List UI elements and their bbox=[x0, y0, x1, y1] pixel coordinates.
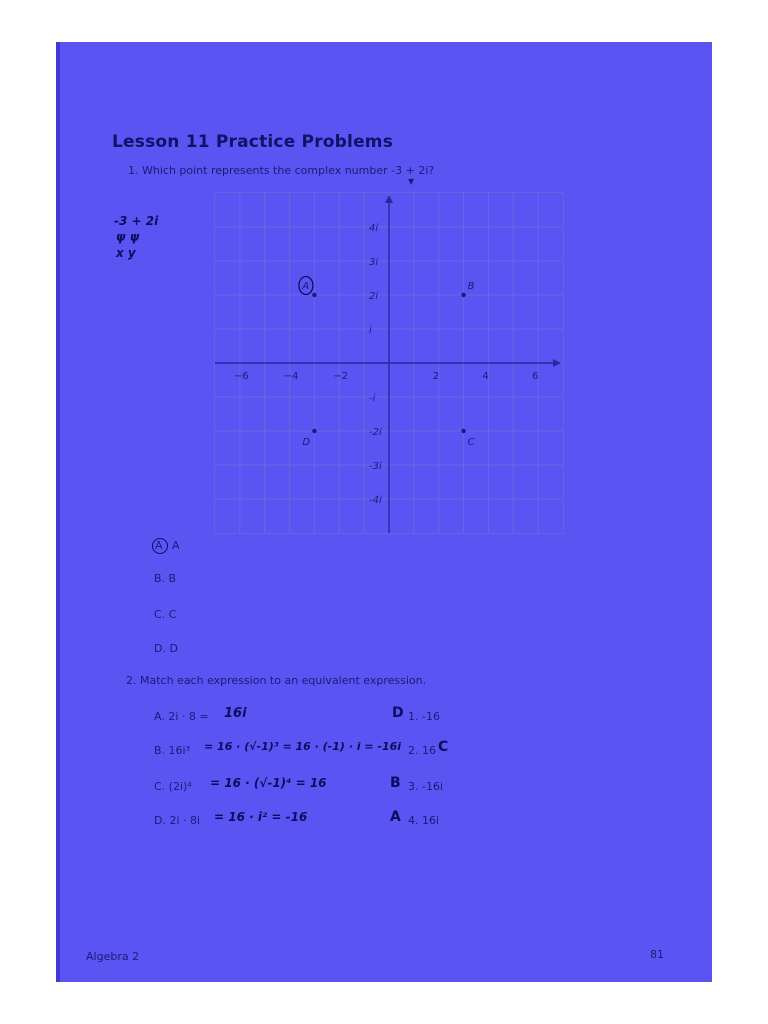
answer-1: 1. -16 bbox=[408, 710, 440, 723]
point-d bbox=[312, 429, 316, 433]
real-axis-arrow-icon bbox=[553, 359, 561, 367]
expression-c: C. (2i)⁴ bbox=[154, 780, 192, 793]
answer-3: 3. -16i bbox=[408, 780, 444, 793]
footer-page-number: 81 bbox=[650, 948, 664, 961]
x-tick-label: −4 bbox=[283, 371, 299, 382]
page-title: Lesson 11 Practice Problems bbox=[112, 132, 394, 152]
y-tick-label: 2i bbox=[369, 291, 379, 302]
axes bbox=[215, 195, 561, 533]
point-c bbox=[461, 429, 465, 433]
handwritten-note-line3: x y bbox=[116, 246, 136, 260]
expression-b: B. 16i³ bbox=[154, 744, 191, 757]
x-tick-label: −2 bbox=[333, 371, 349, 382]
imaginary-axis-arrow-icon bbox=[385, 195, 393, 203]
worksheet-page bbox=[56, 42, 712, 982]
point-a bbox=[312, 293, 316, 297]
answer-4: 4. 16i bbox=[408, 814, 440, 827]
point-label-d: D bbox=[302, 437, 311, 448]
y-tick-label: -i bbox=[369, 393, 376, 404]
match-mark-2: C bbox=[438, 739, 449, 755]
option-a: A bbox=[172, 539, 180, 552]
arrow-mark-icon: ▼ bbox=[408, 177, 415, 186]
y-tick-label: 4i bbox=[369, 223, 379, 234]
x-tick-label: 6 bbox=[532, 371, 539, 382]
footer-course: Algebra 2 bbox=[86, 950, 140, 963]
y-tick-label: -3i bbox=[369, 461, 382, 472]
expression-a: A. 2i · 8 = bbox=[154, 710, 209, 723]
match-mark-1: D bbox=[392, 705, 404, 721]
match-mark-3: B bbox=[390, 775, 401, 791]
expression-d: D. 2i · 8i bbox=[154, 814, 201, 827]
work-d: = 16 · i² = -16 bbox=[214, 810, 308, 824]
question-2-prompt: 2. Match each expression to an equivalent expression. bbox=[126, 674, 427, 687]
y-tick-label: -2i bbox=[369, 427, 382, 438]
point-label-b: B bbox=[467, 281, 475, 292]
point-label-a: A bbox=[302, 281, 310, 292]
point-b bbox=[461, 293, 465, 297]
y-tick-labels bbox=[369, 223, 382, 506]
page-edge bbox=[56, 42, 60, 982]
option-b: B. B bbox=[154, 572, 177, 585]
option-c: C. C bbox=[154, 608, 177, 621]
handwritten-note-line1: -3 + 2i bbox=[114, 214, 159, 228]
option-a-letter: A bbox=[155, 539, 163, 552]
complex-plane-graph bbox=[214, 192, 564, 534]
handwritten-note-line2: ψ ψ bbox=[116, 230, 140, 244]
work-a: 16i bbox=[224, 706, 247, 721]
x-tick-label: 4 bbox=[482, 371, 489, 382]
work-c: = 16 · (√-1)⁴ = 16 bbox=[210, 776, 327, 790]
point-label-c: C bbox=[467, 437, 475, 448]
y-tick-label: i bbox=[369, 325, 372, 336]
option-d: D. D bbox=[154, 642, 178, 655]
y-tick-label: -4i bbox=[369, 495, 382, 506]
y-tick-label: 3i bbox=[369, 257, 379, 268]
x-tick-labels bbox=[234, 371, 539, 382]
work-b: = 16 · (√-1)³ = 16 · (-1) · i = -16i bbox=[204, 740, 402, 753]
x-tick-label: 2 bbox=[432, 371, 440, 382]
question-1-prompt: 1. Which point represents the complex number -3 + 2i? bbox=[128, 164, 435, 177]
answer-2: 2. 16 bbox=[408, 744, 436, 757]
match-mark-4: A bbox=[390, 809, 401, 825]
x-tick-label: −6 bbox=[233, 371, 249, 382]
plotted-points bbox=[299, 277, 475, 449]
